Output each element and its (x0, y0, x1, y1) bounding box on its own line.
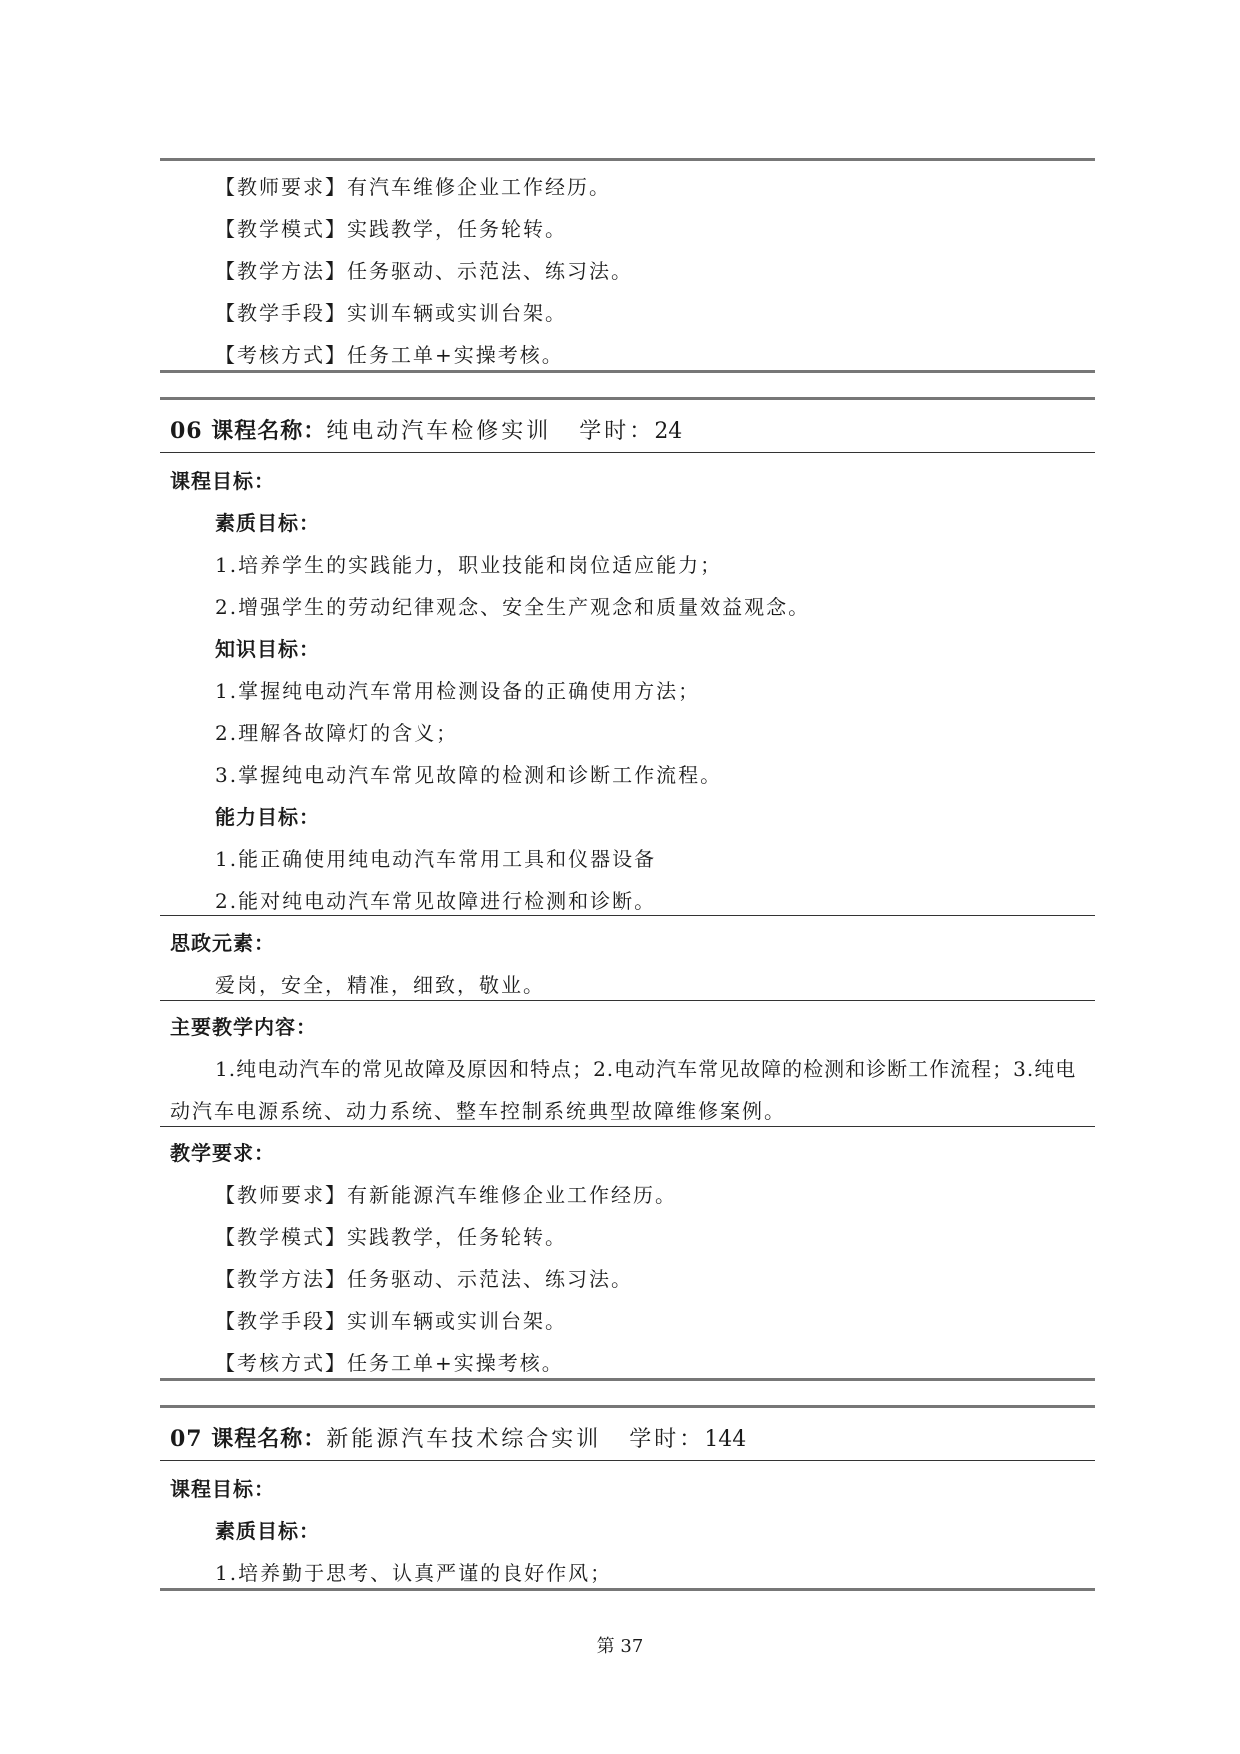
knowledge-goal-item: 3.掌握纯电动汽车常见故障的检测和诊断工作流程。 (215, 763, 723, 787)
table-border-top (160, 397, 1095, 400)
ability-goal-item: 1.能正确使用纯电动汽车常用工具和仪器设备 (215, 847, 657, 871)
course-name: 新能源汽车技术综合实训 (326, 1427, 602, 1452)
ability-goal-item: 2.能对纯电动汽车常见故障进行检测和诊断。 (215, 889, 657, 913)
page-number: 第 37 (596, 1636, 644, 1657)
teacher-requirement-line: 【教师要求】有新能源汽车维修企业工作经历。 (215, 1183, 677, 1207)
content-label: 主要教学内容： (170, 1015, 317, 1039)
quality-goals-label: 素质目标： (215, 1519, 320, 1543)
content-text: 1.纯电动汽车的常见故障及原因和特点；2.电动汽车常见故障的检测和诊断工作流程；3.纯电 (215, 1057, 1077, 1081)
quality-goals-label: 素质目标： (215, 511, 320, 535)
table-border-bottom (160, 1588, 1095, 1591)
ideology-label: 思政元素： (170, 931, 275, 955)
quality-goal-item: 1.培养勤于思考、认真严谨的良好作风； (215, 1561, 613, 1585)
teaching-requirements-label: 教学要求： (170, 1141, 275, 1165)
knowledge-goals-label: 知识目标： (215, 637, 320, 661)
assessment-line: 【考核方式】任务工单+实操考核。 (215, 343, 564, 367)
course-hours-label: 学时： (629, 1427, 705, 1452)
row-divider (160, 1126, 1095, 1127)
row-divider (160, 1460, 1095, 1461)
ability-goals-label: 能力目标： (215, 805, 320, 829)
course-hours: 144 (704, 1427, 747, 1452)
course-heading (170, 1424, 746, 1455)
teacher-requirement-line: 【教师要求】有汽车维修企业工作经历。 (215, 175, 611, 199)
content-text: 动汽车电源系统、动力系统、整车控制系统典型故障维修案例。 (170, 1099, 786, 1123)
teaching-means-line: 【教学手段】实训车辆或实训台架。 (215, 1309, 567, 1333)
assessment-line: 【考核方式】任务工单+实操考核。 (215, 1351, 564, 1375)
row-divider (160, 452, 1095, 453)
ideology-text: 爱岗，安全，精准，细致，敬业。 (215, 973, 545, 997)
course-goals-label: 课程目标： (170, 1477, 275, 1501)
course-goals-label: 课程目标： (170, 469, 275, 493)
teaching-method-line: 【教学方法】任务驱动、示范法、练习法。 (215, 1267, 633, 1291)
row-divider (160, 1000, 1095, 1001)
table-border-bottom (160, 370, 1095, 373)
teaching-mode-line: 【教学模式】实践教学，任务轮转。 (215, 1225, 567, 1249)
course-hours-label: 学时： (579, 419, 655, 444)
table-border-top (160, 158, 1095, 161)
course-hours: 24 (654, 419, 683, 444)
teaching-means-line: 【教学手段】实训车辆或实训台架。 (215, 301, 567, 325)
table-border-bottom (160, 1378, 1095, 1381)
table-border-top (160, 1405, 1095, 1408)
course-heading-prefix: 06 课程名称： (170, 418, 327, 444)
teaching-method-line: 【教学方法】任务驱动、示范法、练习法。 (215, 259, 633, 283)
course-heading-prefix: 07 课程名称： (170, 1426, 327, 1452)
course-heading (170, 416, 682, 447)
course-name: 纯电动汽车检修实训 (326, 419, 552, 444)
quality-goal-item: 2.增强学生的劳动纪律观念、安全生产观念和质量效益观念。 (215, 595, 811, 619)
knowledge-goal-item: 1.掌握纯电动汽车常用检测设备的正确使用方法； (215, 679, 701, 703)
knowledge-goal-item: 2.理解各故障灯的含义； (215, 721, 459, 745)
row-divider (160, 915, 1095, 916)
teaching-mode-line: 【教学模式】实践教学，任务轮转。 (215, 217, 567, 241)
quality-goal-item: 1.培养学生的实践能力，职业技能和岗位适应能力； (215, 553, 723, 577)
